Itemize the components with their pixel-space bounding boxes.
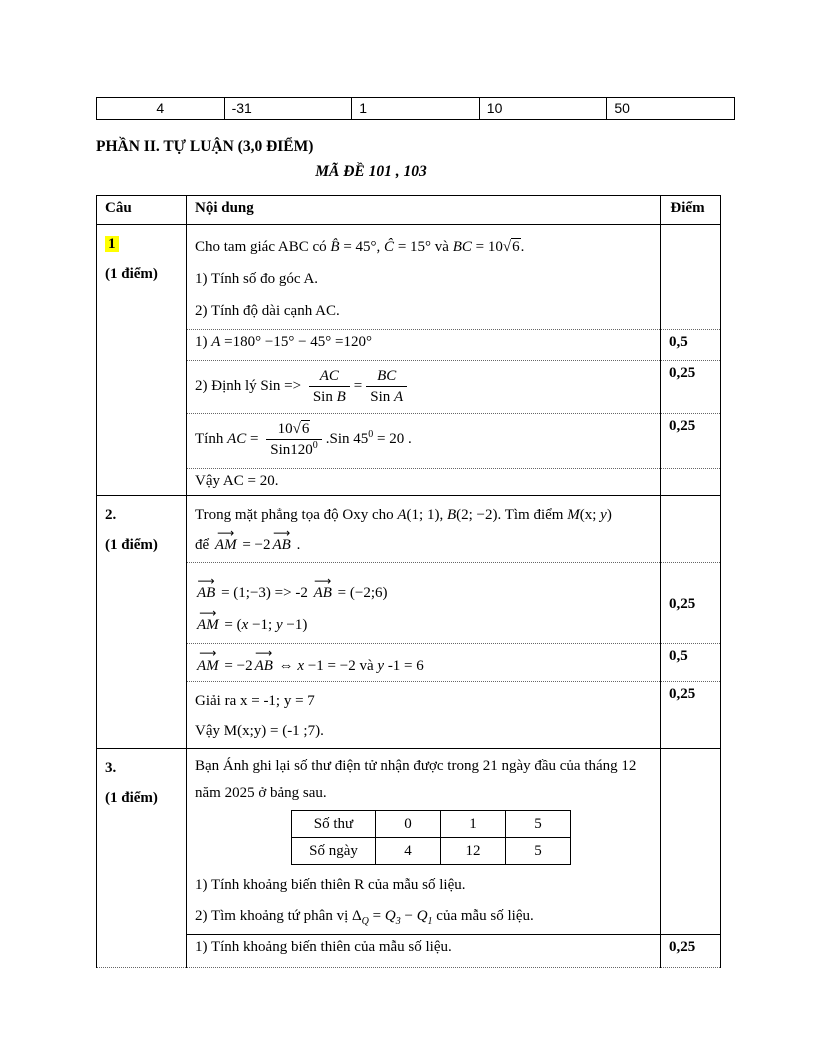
header-cell-noidung: Nội dung [187, 196, 661, 225]
answer-step-row [97, 469, 721, 496]
question-points: (1 điểm) [105, 537, 158, 553]
frequency-table [291, 810, 571, 865]
text-line: Giải ra x = -1; y = 7 [195, 693, 315, 709]
score-cell: 0,25 [661, 361, 721, 414]
header-cell-cau: Câu [97, 196, 187, 225]
frequency-table-cell: 1 [441, 811, 506, 838]
score-cell: 0,25 [661, 414, 721, 469]
exam-code-heading: MÃ ĐỀ 101 , 103 [315, 163, 427, 180]
score-strip-cell: 4 [97, 98, 225, 120]
answer-step [187, 563, 661, 644]
text-line: Vậy M(x;y) = (-1 ;7). [195, 723, 324, 739]
frequency-table-cell: Số thư [292, 811, 376, 838]
math-line: AB ⟶ = (1;−3) => -2 AB ⟶ = (−2;6) [195, 577, 654, 609]
question-3-statement [187, 749, 661, 935]
question-number [105, 229, 180, 259]
question-1-statement-row [97, 225, 721, 330]
score-strip-row [97, 98, 735, 120]
vector-AM: AM ⟶ [215, 530, 237, 560]
score-cell [661, 749, 721, 935]
section-heading: PHẦN II. TỰ LUẬN (3,0 ĐIỂM) [96, 138, 314, 155]
question-points: (1 điểm) [105, 790, 158, 806]
answer-step: Tính AC = $\frac{10√6}{Sin120^0}$ .Sin $45^0 = 20$ . [187, 414, 661, 469]
statement-line: Cho tam giác ABC có B̂ = 45°, Ĉ = 15° và BC = 10√6. [195, 239, 525, 255]
answer-step-row [97, 361, 721, 414]
statement-line: 2) Tính độ dài cạnh AC. [195, 303, 340, 319]
answer-step: 2) Định lý Sin => $\frac{AC}{\text{Sin B}}$ = $\frac{BC}{\text{Sin A}}$ [187, 361, 661, 414]
answer-step [187, 682, 661, 749]
question-2 [97, 496, 721, 749]
answer-step-row [97, 644, 721, 682]
question-3-statement-row [97, 749, 721, 935]
answer-step-row [97, 935, 721, 968]
frequency-table-row-values [292, 811, 571, 838]
question-points: (1 điểm) [105, 266, 158, 282]
score-cell [661, 469, 721, 496]
answer-step: 1) A =180° −15° − 45° =120° [187, 330, 661, 361]
radical-sign: √ [502, 239, 512, 255]
question-2-statement-row [97, 496, 721, 563]
answer-table [96, 195, 721, 968]
fraction: $\frac{10√6}{Sin120^0}$ [266, 420, 322, 459]
vector-AB: AB ⟶ [255, 658, 273, 675]
answer-step-row [97, 682, 721, 749]
question-2-statement [187, 496, 661, 563]
frequency-table-cell: 12 [441, 838, 506, 865]
answer-step: AM ⟶ = −2 AB ⟶ ⇔ x −1 = −2 và y -1 = 6 [187, 644, 661, 682]
score-cell: 0,25 [661, 682, 721, 749]
statement-line: Bạn Ánh ghi lại số thư điện tử nhận được trong 21 ngày đầu của tháng 12 năm 2025 ở bảng sau. [195, 758, 637, 801]
question-1-label-cell [97, 225, 187, 496]
answer-step-row [97, 563, 721, 644]
frequency-table-cell: 5 [506, 838, 571, 865]
question-1 [97, 225, 721, 496]
statement-line: 1) Tính khoảng biến thiên R của mẫu số liệu. [195, 877, 466, 893]
statement-line: Trong mặt phẳng tọa độ Oxy cho A(1; 1), B(2; −2). Tìm điểm M(x; y) [195, 507, 612, 523]
frequency-table-cell: Số ngày [292, 838, 376, 865]
vector-AB: AB ⟶ [314, 577, 332, 609]
score-cell [661, 496, 721, 563]
highlighted-question-number: 1 [105, 236, 119, 252]
vector-AB: AB ⟶ [273, 530, 291, 560]
answer-step-row [97, 414, 721, 469]
answer-step: 1) Tính khoảng biến thiên của mẫu số liệu. [187, 935, 661, 968]
statement-line: 2) Tìm khoảng tứ phân vị $\Delta_Q = Q_3 - Q_1$ của mẫu số liệu. [195, 908, 534, 927]
statement-line: để AM ⟶ = −2 AB ⟶ . [195, 530, 654, 560]
score-cell: 0,5 [661, 330, 721, 361]
statement-line: 1) Tính số đo góc A. [195, 271, 319, 287]
frequency-table-cell: 0 [376, 811, 441, 838]
frequency-table-row-counts [292, 838, 571, 865]
question-1-statement [187, 225, 661, 330]
score-cell: 0,5 [661, 644, 721, 682]
math-line: AM ⟶ = (x −1; y −1) [195, 609, 654, 641]
score-cell: 0,25 [661, 935, 721, 968]
vector-AM: AM ⟶ [197, 609, 219, 641]
question-2-label-cell [97, 496, 187, 749]
answer-table-header-row [97, 196, 721, 225]
question-number: 2. [105, 507, 117, 523]
fraction: $\frac{BC}{\text{Sin A}}$ [366, 367, 407, 406]
question-3-label-cell [97, 749, 187, 968]
answer-step: Vậy AC = 20. [187, 469, 661, 496]
score-strip-cell: 1 [352, 98, 480, 120]
frequency-table-cell: 4 [376, 838, 441, 865]
question-3 [97, 749, 721, 968]
score-cell: 0,25 [661, 563, 721, 644]
fraction: $\frac{AC}{\text{Sin B}}$ [309, 367, 350, 406]
score-cell [661, 225, 721, 330]
question-number: 3. [105, 760, 117, 776]
score-strip-cell: -31 [224, 98, 352, 120]
score-strip-cell: 10 [479, 98, 607, 120]
score-strip-table [96, 97, 735, 120]
header-cell-diem: Điểm [661, 196, 721, 225]
frequency-table-cell: 5 [506, 811, 571, 838]
score-strip-cell: 50 [607, 98, 735, 120]
vector-AB: AB ⟶ [197, 577, 215, 609]
vector-AM: AM ⟶ [197, 658, 219, 675]
answer-step-row [97, 330, 721, 361]
